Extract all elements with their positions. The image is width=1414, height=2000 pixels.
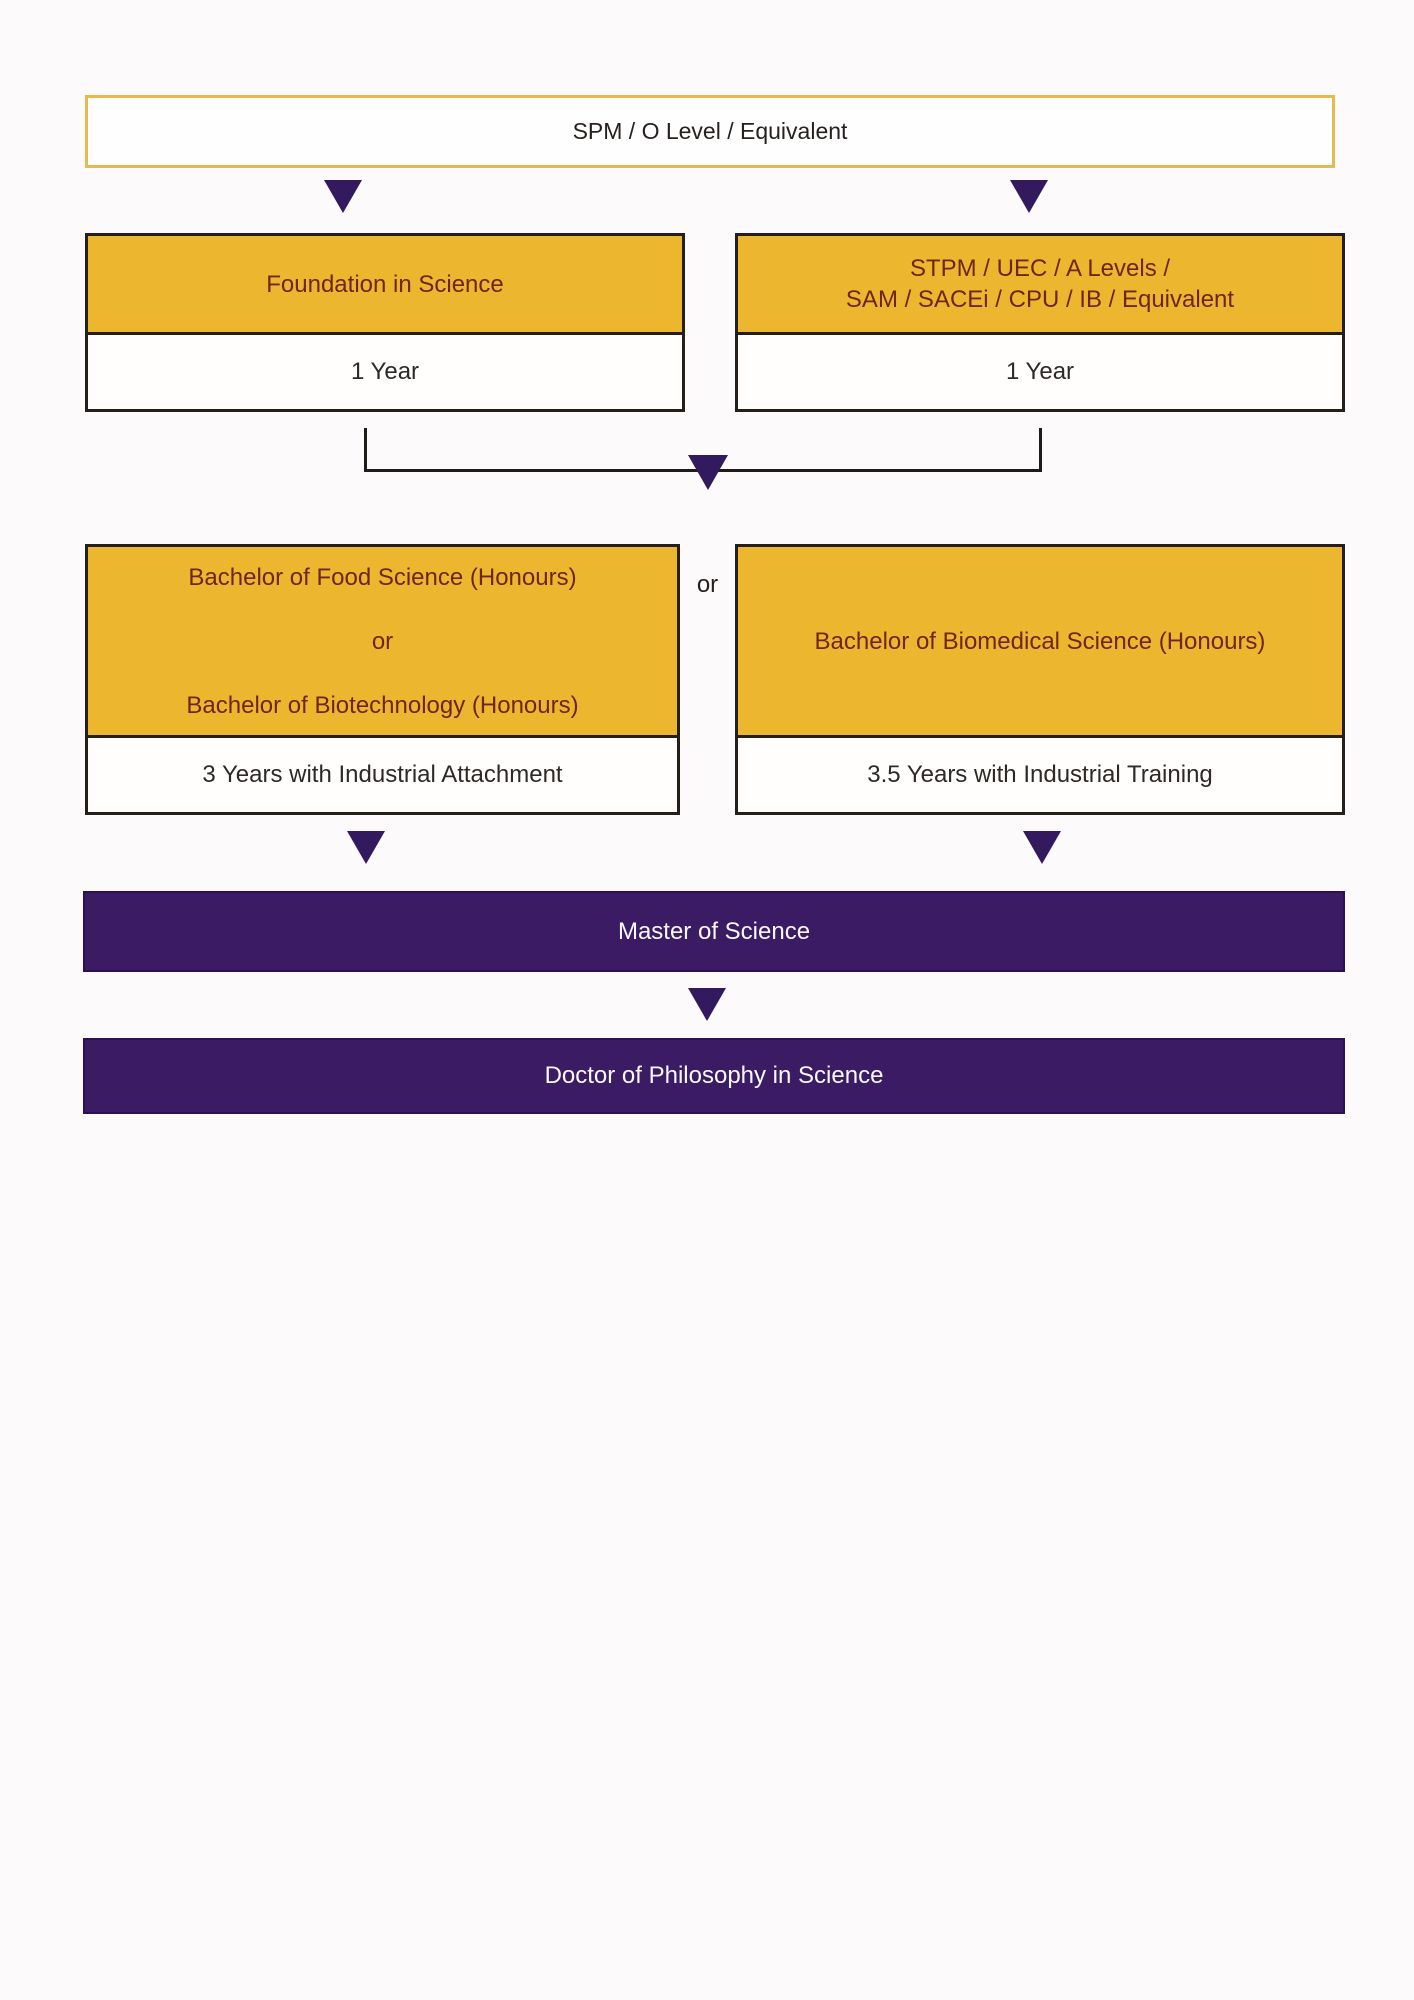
- bachelor-left-duration-section: [88, 738, 677, 812]
- bachelor-left-title-section: [88, 547, 677, 738]
- foundation-duration-section: [88, 335, 682, 409]
- bachelor-right-title-section: [738, 547, 1342, 738]
- bachelor-biomedical-title: Bachelor of Biomedical Science (Honours): [814, 627, 1266, 655]
- arrow-down-icon: [324, 180, 362, 213]
- arrow-down-icon: [688, 455, 728, 490]
- entry-qualification-label: SPM / O Level / Equivalent: [572, 118, 848, 144]
- bachelor-food-science-title: Bachelor of Food Science (Honours): [188, 563, 577, 591]
- preuniversity-title-line1: STPM / UEC / A Levels /: [909, 255, 1171, 282]
- foundation-duration: 1 Year: [350, 358, 420, 385]
- preuniversity-pathway-box: [735, 233, 1345, 412]
- bachelor-left-options: [186, 562, 578, 721]
- foundation-title: Foundation in Science: [266, 270, 504, 298]
- preuniversity-title-line2: SAM / SACEi / CPU / IB / Equivalent: [845, 286, 1235, 313]
- entry-qualification-box: [85, 95, 1335, 168]
- arrow-down-icon: [1023, 831, 1061, 864]
- foundation-pathway-box: [85, 233, 685, 412]
- phd-label: Doctor of Philosophy in Science: [544, 1062, 884, 1089]
- bachelor-separator-or-label: or: [696, 571, 719, 598]
- bachelor-right-duration-section: [738, 738, 1342, 812]
- master-label: Master of Science: [617, 917, 811, 945]
- bachelor-left-or-label: or: [371, 627, 394, 655]
- arrow-down-icon: [1010, 180, 1048, 213]
- arrow-down-icon: [347, 831, 385, 864]
- bachelor-food-biotech-box: [85, 544, 680, 815]
- master-of-science-bar: [83, 891, 1345, 972]
- arrow-down-icon: [688, 988, 726, 1021]
- bachelor-biomedical-box: [735, 544, 1345, 815]
- preuniversity-title-section: [738, 236, 1342, 335]
- bachelor-left-duration: 3 Years with Industrial Attachment: [202, 761, 563, 788]
- foundation-title-section: [88, 236, 682, 335]
- bachelor-biotechnology-title: Bachelor of Biotechnology (Honours): [186, 691, 579, 719]
- bachelor-right-duration: 3.5 Years with Industrial Training: [867, 761, 1213, 788]
- phd-bar: [83, 1038, 1345, 1114]
- connector-line: [1039, 428, 1042, 472]
- preuniversity-duration-section: [738, 335, 1342, 409]
- connector-line: [364, 428, 367, 472]
- preuniversity-duration: 1 Year: [1005, 358, 1075, 385]
